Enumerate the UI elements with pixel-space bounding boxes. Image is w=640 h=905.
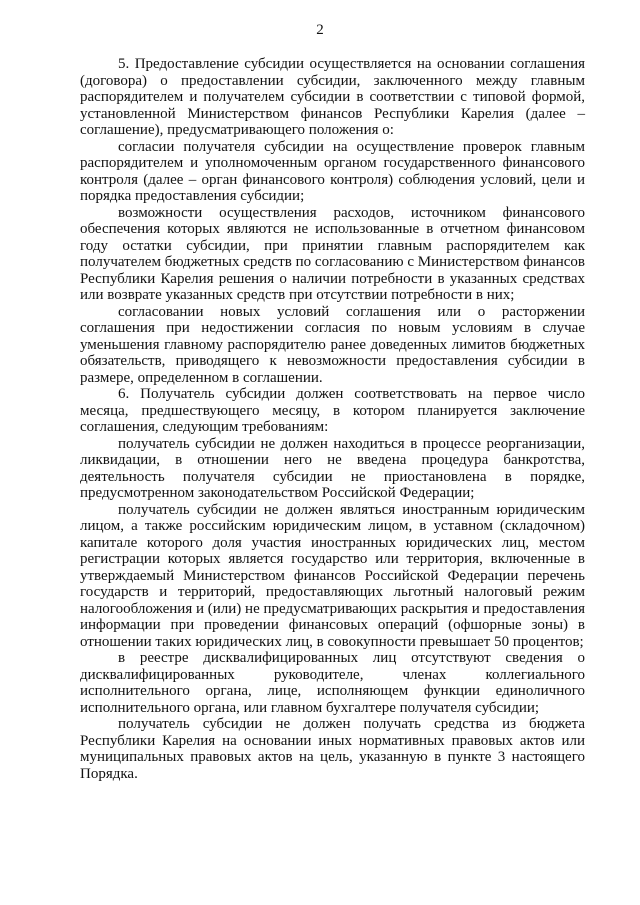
paragraph-6-recipient-requirements: 6. Получатель субсидии должен соответствовать на первое число месяца, предшествующего месяцу, в котором планируется заключение соглашения, следующим требованиям:	[80, 386, 585, 435]
paragraph-5-subsidy-agreement: 5. Предоставление субсидии осуществляется на основании соглашения (договора) о предоставлении субсидии, заключенного между главным распорядителем и получателем субсидии в соответствии с типовой формой, установленной Министерством финансов Республики Карелия (далее – соглашение), предусматривающего положения о:	[80, 56, 585, 138]
paragraph-not-foreign-entity: получатель субсидии не должен являться иностранным юридическим лицом, а также российским юридическим лицом, в уставном (складочном) капитале которого доля участия иностранных юридических лиц, местом регистрации которых является государство или территория, включенные в утверждаемый Министерством финансов Российской Федерации перечень государств и территорий, предоставляющих льготный налоговый режим налогообложения и (или) не предусматривающих раскрытия и предоставления информации при проведении финансовых операций (офшорные зоны) в отношении таких юридических лиц, в совокупности превышает 50 процентов;	[80, 501, 585, 650]
paragraph-new-conditions: согласовании новых условий соглашения или о расторжении соглашения при недостижении согласия по новым условиям в случае уменьшения главному распорядителю ранее доведенных лимитов бюджетных обязательств, приводящего к невозможности предоставления субсидии в размере, определенном в соглашении.	[80, 303, 585, 386]
paragraph-no-reorganization: получатель субсидии не должен находиться в процессе реорганизации, ликвидации, в отношении него не введена процедура банкротства, деятельность получателя субсидии не приостановлена в порядке, предусмотренном законодательством Российской Федерации;	[80, 435, 585, 501]
document-body	[80, 56, 585, 782]
paragraph-control-consent: согласии получателя субсидии на осуществление проверок главным распорядителем и уполномоченным органом государственного финансового контроля (далее – орган финансового контроля) соблюдения условий, цели и порядка предоставления субсидии;	[80, 138, 585, 204]
paragraph-disqualified-persons: в реестре дисквалифицированных лиц отсутствуют сведения о дисквалифицированных руководителе, членах коллегиального исполнительного органа, лице, исполняющем функции единоличного исполнительного органа, или главном бухгалтере получателя субсидии;	[80, 650, 585, 716]
paragraph-no-other-funds: получатель субсидии не должен получать средства из бюджета Республики Карелия на основании иных нормативных правовых актов или муниципальных правовых актов на цель, указанную в пункте 3 настоящего Порядка.	[80, 716, 585, 782]
page-number: 2	[316, 22, 324, 38]
paragraph-unused-balance: возможности осуществления расходов, источником финансового обеспечения которых являются не использованные в отчетном финансовом году остатки субсидии, при принятии главным распорядителем как получателем бюджетных средств по согласованию с Министерством финансов Республики Карелия решения о наличии потребности в указанных средствах или возврате указанных средств при отсутствии потребности в них;	[80, 204, 585, 303]
